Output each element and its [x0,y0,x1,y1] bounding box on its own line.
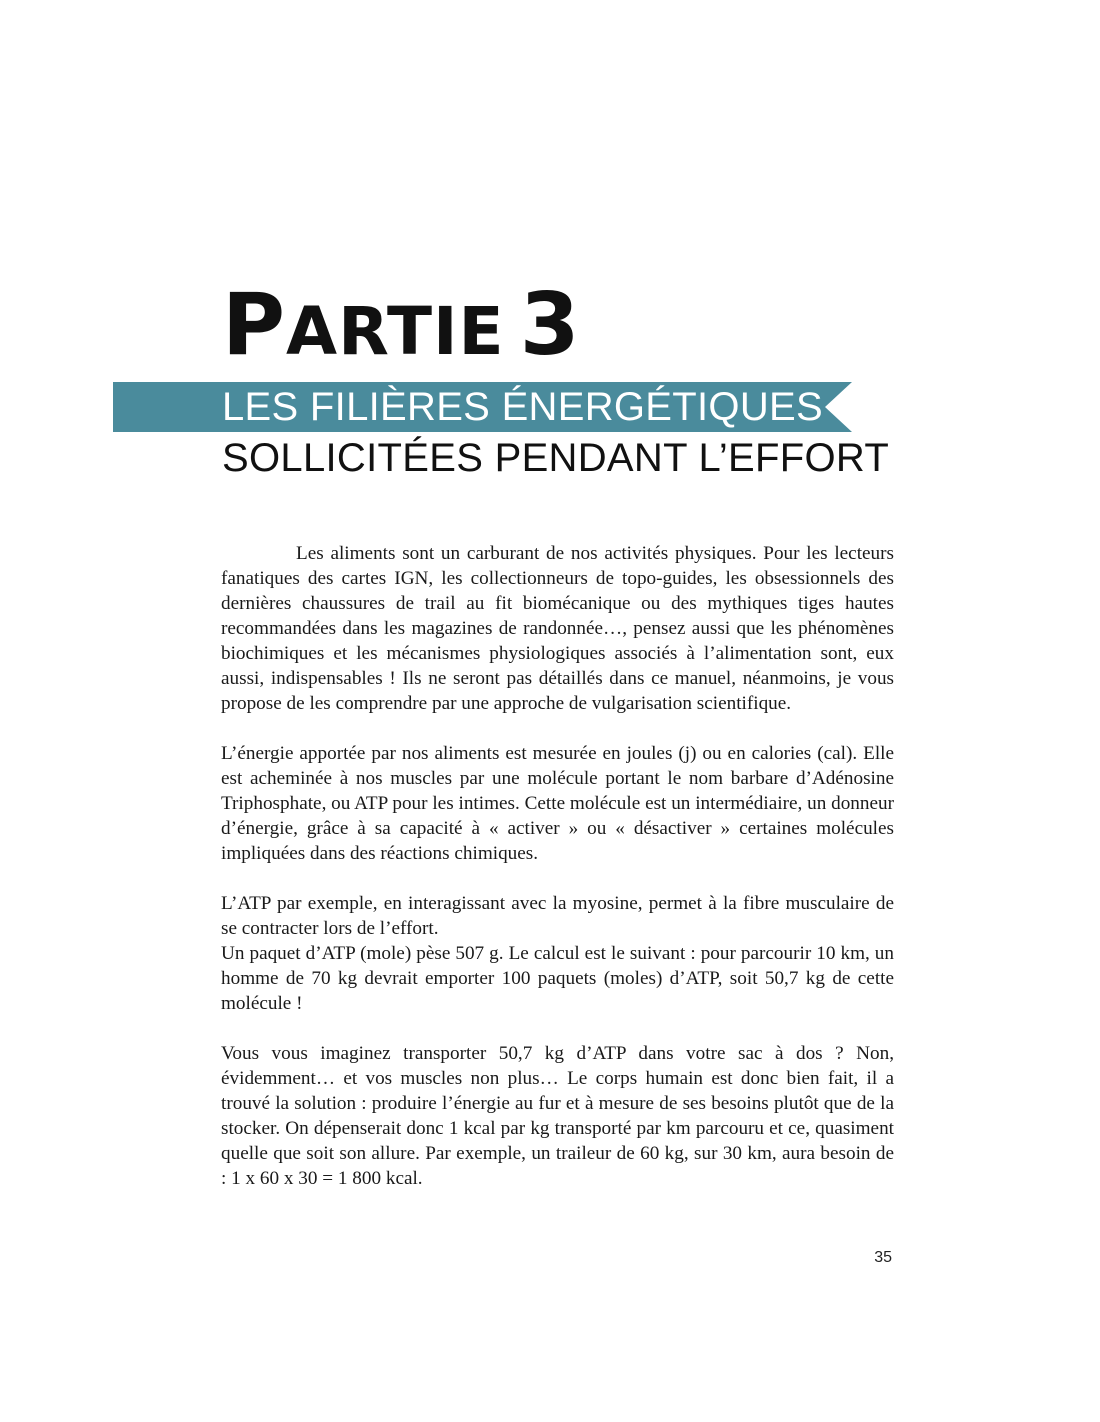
part-title-rest: ARTIE [286,293,505,370]
paragraph-intro: Les aliments sont un carburant de nos activités physiques. Pour les lecteurs fanatiques des cartes IGN, les collectionneurs de topo-guides, les obsessionnels des dernières chaussures de trail au fit biomécanique ou des mythiques tiges hautes recommandées dans les magazines de randonnée…, pensez aussi que les phénomènes biochimiques et les mécanismes physiologiques associés à l’alimentation sont, eux aussi, indispensables ! Ils ne seront pas détaillés dans ce manuel, néanmoins, je vous propose de les comprendre par une approche de vulgarisation scientifique. [221,543,894,714]
paragraph-energy: L’énergie apportée par nos aliments est mesurée en joules (j) ou en calories (cal). Elle est acheminée à nos muscles par une molécule portant le nom barbare d’Adénosine Triphosphate, ou ATP pour les intimes. Cette molécule est un intermédiaire, un donneur d’énergie, grâce à sa capacité à « activer » ou « désactiver » certaines molécules impliquées dans des réactions chimiques. [221,743,894,864]
heading-line-1: LES FILIÈRES ÉNERGÉTIQUES [222,385,823,429]
heading-line-2: SOLLICITÉES PENDANT L’EFFORT [222,436,890,480]
part-title [222,275,580,375]
paragraph-atp-myosin: L’ATP par exemple, en interagissant avec la myosine, permet à la fibre musculaire de se contracter lors de l’effort. [221,893,894,939]
paragraph-energy-production: Vous vous imaginez transporter 50,7 kg d’ATP dans votre sac à dos ? Non, évidemment… et vos muscles non plus… Le corps humain est donc bien fait, il a trouvé la solution : produire l’énergie au fur et à mesure de ses besoins plutôt que de la stocker. On dépenserait donc 1 kcal par kg transporté par km parcouru et ce, quasiment quelle que soit son allure. Par exemple, un traileur de 60 kg, sur 30 km, aura besoin de : 1 x 60 x 30 = 1 800 kcal. [221,1043,894,1189]
paragraph-atp-calculation: Un paquet d’ATP (mole) pèse 507 g. Le calcul est le suivant : pour parcourir 10 km, un homme de 70 kg devrait emporter 100 paquets (moles) d’ATP, soit 50,7 kg de cette molécule ! [221,943,894,1014]
part-title-initial: P [222,275,287,375]
page-number: 35 [874,1249,892,1266]
heading-ribbon [113,382,852,432]
body-text [221,541,894,1191]
part-number: 3 [519,275,580,375]
